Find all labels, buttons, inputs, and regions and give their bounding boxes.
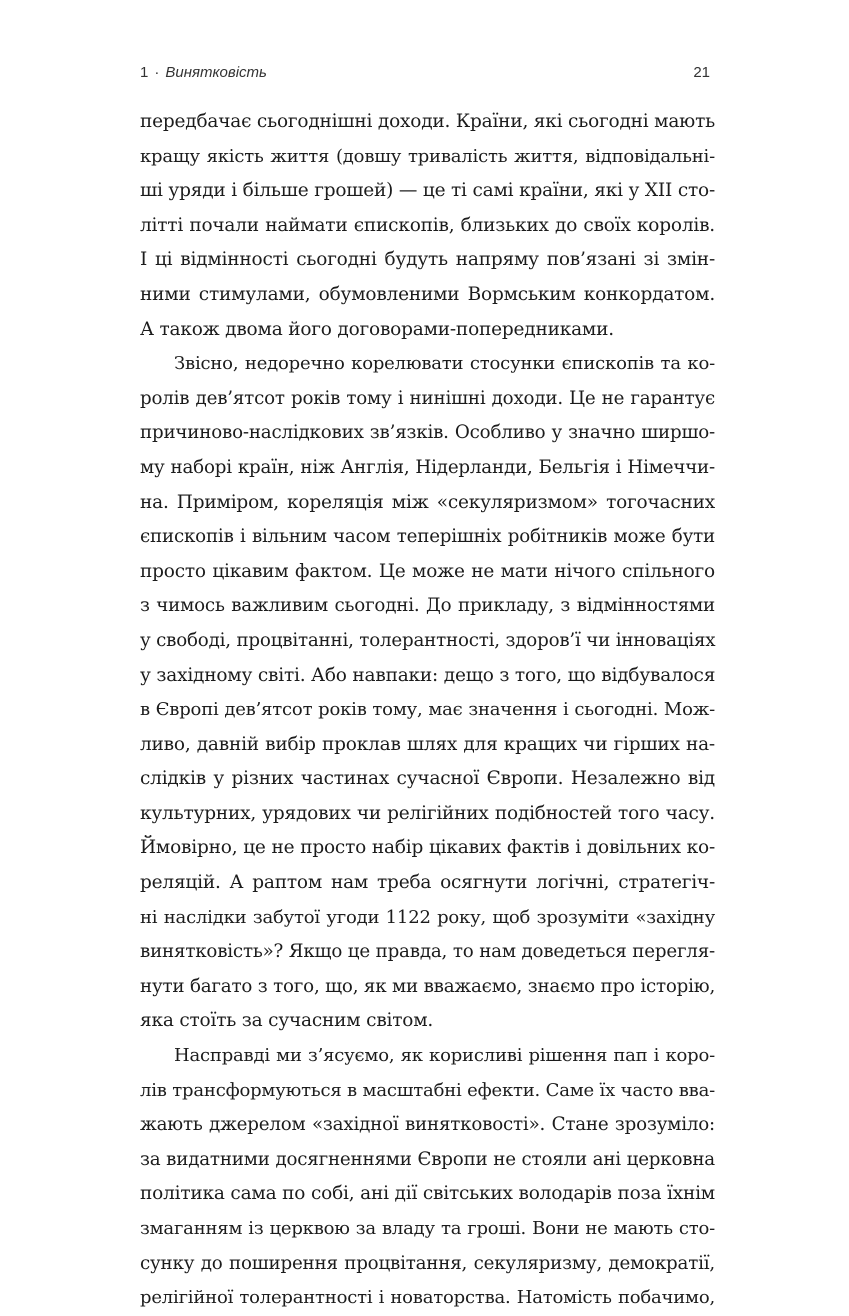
text-line: ролів дев’ятсот років тому і нинішні доходи. Це не гарантує [140, 387, 715, 409]
text-line: у свободі, процвітанні, толерантності, здоров’ї чи інноваціях [140, 629, 716, 651]
text-line: змаганням із церквою за владу та гроші. Вони не мають сто- [140, 1218, 715, 1239]
text-line: за видатними досягненнями Європи не стояли ані церковна [140, 1148, 715, 1170]
text-line: винятковість»? Якщо це правда, то нам доведеться перегля- [140, 941, 715, 963]
paragraph-2 [140, 347, 715, 1039]
paragraph-1 [140, 105, 715, 347]
chapter-number: 1 [140, 64, 149, 81]
text-line: сунку до поширення процвітання, секуляризму, демократії, [140, 1252, 715, 1274]
text-line: політика сама по собі, ані дії світських володарів поза їхнім [140, 1183, 715, 1205]
chapter-title: Винятковість [165, 64, 267, 81]
page-number: 21 [693, 64, 710, 81]
text-line: передбачає сьогоднішні доходи. Країни, які сьогодні мають [140, 111, 715, 132]
text-line: кращу якість життя (довшу тривалість життя, відповідальні- [140, 145, 715, 167]
text-line: в Європі дев’ятсот років тому, має значення і сьогодні. Мож- [140, 699, 715, 721]
text-line: реляцій. А раптом нам треба осягнути логічні, стратегіч- [140, 872, 715, 894]
running-header [140, 60, 710, 88]
text-line: слідків у різних частинах сучасної Європи. Незалежно від [140, 768, 715, 790]
paragraph-3 [140, 1039, 715, 1316]
text-line: причиново-наслідкових зв’язків. Особливо у значно ширшо- [140, 422, 715, 444]
text-line: на. Приміром, кореляція між «секуляризмом» тогочасних [140, 491, 715, 513]
text-line: А також двома його договорами-попередниками. [140, 318, 614, 340]
text-line: ливо, давній вибір проклав шлях для кращих чи гірших на- [140, 733, 715, 755]
text-line: ші уряди і більше грошей) — це ті самі країни, які у XII сто- [140, 180, 715, 202]
text-line: нути багато з того, що, як ми вважаємо, знаємо про історію, [140, 975, 716, 997]
text-line: з чимось важливим сьогодні. До прикладу, з відмінностями [140, 595, 715, 617]
text-line: яка стоїть за сучасним світом. [140, 1010, 434, 1032]
text-line: просто цікавим фактом. Це може не мати нічого спільного [140, 560, 715, 582]
text-line: жають джерелом «західної винятковості». Стане зрозуміло: [140, 1114, 715, 1136]
text-line: єпископів і вільним часом теперішніх робітників може бути [140, 526, 715, 548]
text-line: релігійної толерантності і новаторства. Натомість побачимо, [140, 1287, 715, 1309]
chapter-label [140, 64, 267, 81]
text-line: ні наслідки забутої угоди 1122 року, щоб зрозуміти «західну [140, 906, 715, 928]
text-line: Ймовірно, це не просто набір цікавих фактів і довільних ко- [140, 837, 715, 859]
header-separator: · [154, 64, 160, 81]
text-line: му наборі країн, ніж Англія, Нідерланди, Бельгія і Німеччи- [140, 456, 715, 478]
body-text [140, 105, 715, 1316]
text-line: літті почали наймати єпископів, близьких до своїх королів. [140, 214, 715, 236]
text-line: Насправді ми з’ясуємо, як корисливі рішення пап і коро- [174, 1045, 715, 1067]
text-line: лів трансформуються в масштабні ефекти. Саме їх часто вва- [140, 1079, 715, 1101]
text-line: Звісно, недоречно корелювати стосунки єпископів та ко- [174, 353, 715, 375]
text-line: ними стимулами, обумовленими Вормським конкордатом. [140, 283, 715, 305]
text-line: І ці відмінності сьогодні будуть напряму пов’язані зі змін- [140, 249, 715, 271]
text-line: культурних, урядових чи релігійних подібностей того часу. [140, 802, 715, 824]
text-line: у західному світі. Або навпаки: дещо з того, що відбувалося [140, 664, 716, 686]
